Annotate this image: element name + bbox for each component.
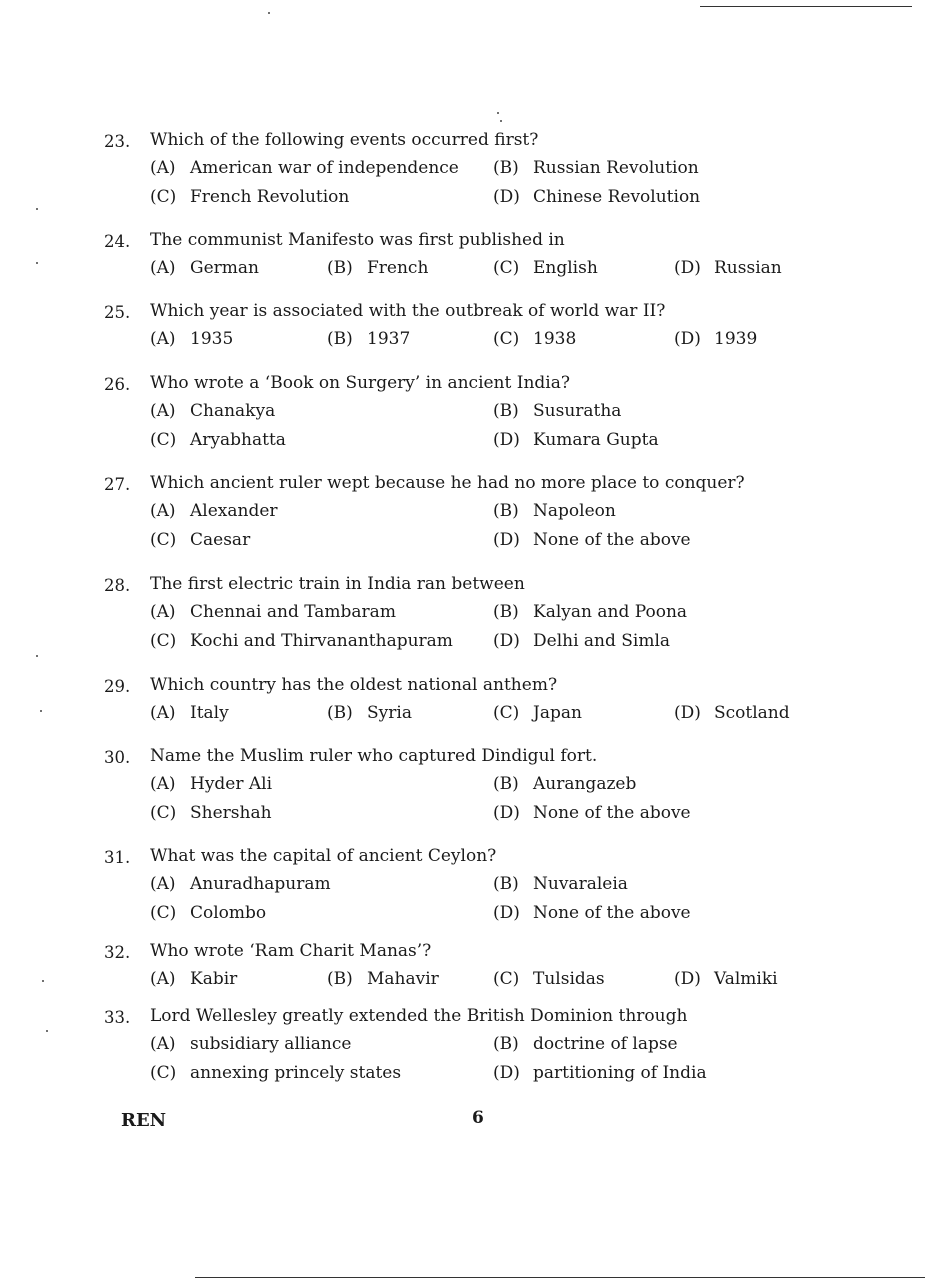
option-text: 1937	[367, 329, 411, 349]
option-label: (A)	[150, 1034, 176, 1054]
option-text: French Revolution	[190, 187, 350, 207]
option-text: Delhi and Simla	[533, 631, 671, 651]
option-item	[150, 969, 237, 989]
option-item	[150, 258, 259, 278]
option-text: Nuvaraleia	[533, 874, 628, 894]
scan-speck	[500, 120, 502, 122]
option-label: (A)	[150, 501, 176, 521]
option-item	[150, 1034, 351, 1054]
question-24	[0, 230, 938, 287]
question-line	[0, 846, 938, 874]
option-text: Kabir	[190, 969, 238, 989]
scan-speck	[268, 12, 270, 14]
option-label: (A)	[150, 329, 176, 349]
options-row	[0, 530, 938, 559]
options-row	[0, 258, 938, 287]
option-label: (D)	[493, 631, 520, 651]
option-item	[493, 874, 628, 894]
option-text: Caesar	[190, 530, 251, 550]
option-label: (A)	[150, 969, 176, 989]
question-number: 28.	[104, 576, 131, 595]
options-row	[0, 703, 938, 732]
question-text: Which country has the oldest national anthem?	[150, 675, 558, 695]
option-label: (A)	[150, 401, 176, 421]
option-label: (B)	[493, 774, 519, 794]
option-label: (D)	[493, 430, 520, 450]
question-28	[0, 574, 938, 660]
option-text: 1938	[533, 329, 577, 349]
option-item	[493, 1063, 707, 1083]
option-item	[493, 430, 659, 450]
question-23	[0, 130, 938, 216]
option-label: (C)	[150, 187, 177, 207]
option-text: partitioning of India	[533, 1063, 707, 1083]
question-line	[0, 473, 938, 501]
option-item	[150, 501, 278, 521]
option-text: doctrine of lapse	[533, 1034, 678, 1054]
option-text: Chinese Revolution	[533, 187, 701, 207]
option-label: (C)	[493, 258, 520, 278]
option-text: American war of independence	[190, 158, 459, 178]
option-item	[493, 187, 700, 207]
option-label: (A)	[150, 703, 176, 723]
question-number: 32.	[104, 943, 131, 962]
option-text: Syria	[367, 703, 412, 723]
option-text: Kalyan and Poona	[533, 602, 688, 622]
option-text: Alexander	[190, 501, 278, 521]
option-text: Chanakya	[190, 401, 276, 421]
option-item	[150, 774, 272, 794]
options-row	[0, 631, 938, 660]
option-label: (B)	[327, 969, 353, 989]
options-row	[0, 158, 938, 187]
options-row	[0, 1063, 938, 1092]
option-label: (C)	[493, 703, 520, 723]
option-label: (D)	[493, 187, 520, 207]
question-line	[0, 130, 938, 158]
options-row	[0, 803, 938, 832]
option-text: Aurangazeb	[533, 774, 637, 794]
options-row	[0, 401, 938, 430]
option-item	[493, 401, 621, 421]
option-item	[493, 1034, 678, 1054]
question-33	[0, 1006, 938, 1092]
option-label: (B)	[493, 1034, 519, 1054]
question-line	[0, 941, 938, 969]
option-text: Russian Revolution	[533, 158, 699, 178]
option-text: Chennai and Tambaram	[190, 602, 396, 622]
question-line	[0, 1006, 938, 1034]
option-label: (C)	[150, 903, 177, 923]
option-item	[493, 258, 598, 278]
option-label: (D)	[493, 903, 520, 923]
option-item	[493, 969, 605, 989]
option-text: Anuradhapuram	[190, 874, 331, 894]
option-label: (A)	[150, 874, 176, 894]
question-text: Which ancient ruler wept because he had no more place to conquer?	[150, 473, 745, 493]
options-row	[0, 329, 938, 358]
bottom-rule	[195, 1277, 925, 1278]
option-text: Mahavir	[367, 969, 439, 989]
option-item	[150, 430, 286, 450]
option-label: (C)	[493, 329, 520, 349]
question-line	[0, 230, 938, 258]
option-item	[327, 329, 410, 349]
option-label: (D)	[674, 969, 701, 989]
question-30	[0, 746, 938, 832]
question-text: The first electric train in India ran between	[150, 574, 525, 594]
option-text: Russian	[714, 258, 782, 278]
option-item	[493, 158, 699, 178]
option-label: (C)	[150, 1063, 177, 1083]
option-text: Tulsidas	[533, 969, 605, 989]
option-label: (C)	[150, 631, 177, 651]
option-text: Scotland	[714, 703, 790, 723]
option-label: (B)	[327, 703, 353, 723]
question-text: Which year is associated with the outbreak of world war II?	[150, 301, 666, 321]
question-number: 33.	[104, 1008, 131, 1027]
options-row	[0, 774, 938, 803]
option-label: (C)	[150, 803, 177, 823]
question-number: 31.	[104, 848, 131, 867]
question-text: What was the capital of ancient Ceylon?	[150, 846, 497, 866]
question-number: 24.	[104, 232, 131, 251]
option-item	[150, 530, 250, 550]
option-item	[493, 803, 691, 823]
option-item	[493, 774, 636, 794]
options-row	[0, 1034, 938, 1063]
option-label: (D)	[674, 258, 701, 278]
option-text: Susuratha	[533, 401, 622, 421]
question-text: Name the Muslim ruler who captured Dindigul fort.	[150, 746, 598, 766]
question-line	[0, 746, 938, 774]
question-number: 27.	[104, 475, 131, 494]
option-label: (B)	[493, 602, 519, 622]
question-number: 25.	[104, 303, 131, 322]
option-text: German	[190, 258, 259, 278]
option-item	[150, 329, 233, 349]
question-line	[0, 301, 938, 329]
option-item	[327, 703, 412, 723]
question-27	[0, 473, 938, 559]
option-label: (A)	[150, 158, 176, 178]
option-item	[150, 631, 453, 651]
option-text: French	[367, 258, 429, 278]
options-row	[0, 969, 938, 998]
option-text: None of the above	[533, 803, 691, 823]
option-text: None of the above	[533, 530, 691, 550]
question-line	[0, 574, 938, 602]
page-number: 6	[472, 1108, 484, 1128]
option-item	[674, 258, 782, 278]
top-rule	[700, 6, 912, 7]
option-label: (B)	[493, 158, 519, 178]
option-item	[493, 703, 582, 723]
option-text: None of the above	[533, 903, 691, 923]
option-item	[674, 703, 790, 723]
question-text: Who wrote a ‘Book on Surgery’ in ancient India?	[150, 373, 570, 393]
option-label: (A)	[150, 258, 176, 278]
option-label: (A)	[150, 602, 176, 622]
question-29	[0, 675, 938, 732]
option-label: (B)	[493, 874, 519, 894]
option-item	[327, 969, 439, 989]
option-text: Japan	[533, 703, 582, 723]
option-label: (D)	[674, 703, 701, 723]
option-item	[150, 187, 349, 207]
option-label: (D)	[674, 329, 701, 349]
option-item	[493, 501, 616, 521]
question-25	[0, 301, 938, 358]
option-label: (C)	[493, 969, 520, 989]
option-item	[327, 258, 428, 278]
option-text: Shershah	[190, 803, 272, 823]
option-text: Hyder Ali	[190, 774, 273, 794]
option-label: (B)	[327, 329, 353, 349]
option-text: 1935	[190, 329, 234, 349]
option-item	[150, 703, 229, 723]
paper-code: REN	[121, 1110, 167, 1131]
option-text: Aryabhatta	[190, 430, 286, 450]
option-text: Napoleon	[533, 501, 616, 521]
option-label: (D)	[493, 1063, 520, 1083]
option-item	[150, 401, 275, 421]
option-item	[150, 803, 272, 823]
question-number: 30.	[104, 748, 131, 767]
option-item	[493, 602, 687, 622]
option-item	[150, 1063, 401, 1083]
option-label: (A)	[150, 774, 176, 794]
option-text: Kumara Gupta	[533, 430, 659, 450]
option-item	[674, 969, 778, 989]
option-item	[674, 329, 757, 349]
option-label: (B)	[493, 401, 519, 421]
option-item	[150, 874, 331, 894]
question-line	[0, 675, 938, 703]
options-row	[0, 501, 938, 530]
options-row	[0, 874, 938, 903]
question-line	[0, 373, 938, 401]
question-number: 26.	[104, 375, 131, 394]
question-text: Who wrote ‘Ram Charit Manas’?	[150, 941, 432, 961]
option-label: (C)	[150, 530, 177, 550]
option-text: Italy	[190, 703, 229, 723]
options-row	[0, 430, 938, 459]
question-32	[0, 941, 938, 998]
question-text: Lord Wellesley greatly extended the British Dominion through	[150, 1006, 688, 1026]
option-label: (C)	[150, 430, 177, 450]
option-item	[493, 631, 670, 651]
option-text: Colombo	[190, 903, 267, 923]
options-row	[0, 903, 938, 932]
option-item	[493, 903, 691, 923]
option-label: (B)	[327, 258, 353, 278]
question-26	[0, 373, 938, 459]
option-item	[150, 602, 396, 622]
question-number: 23.	[104, 132, 131, 151]
options-row	[0, 602, 938, 631]
option-label: (D)	[493, 530, 520, 550]
question-text: The communist Manifesto was first published in	[150, 230, 565, 250]
option-label: (B)	[493, 501, 519, 521]
option-label: (D)	[493, 803, 520, 823]
question-text: Which of the following events occurred first?	[150, 130, 539, 150]
scan-speck	[497, 112, 499, 114]
question-number: 29.	[104, 677, 131, 696]
option-item	[150, 158, 459, 178]
option-text: subsidiary alliance	[190, 1034, 352, 1054]
options-row	[0, 187, 938, 216]
option-text: Kochi and Thirvananthapuram	[190, 631, 453, 651]
option-item	[493, 329, 576, 349]
option-text: 1939	[714, 329, 758, 349]
option-item	[150, 903, 266, 923]
option-item	[493, 530, 691, 550]
option-text: English	[533, 258, 598, 278]
option-text: Valmiki	[714, 969, 778, 989]
option-text: annexing princely states	[190, 1063, 402, 1083]
question-31	[0, 846, 938, 932]
